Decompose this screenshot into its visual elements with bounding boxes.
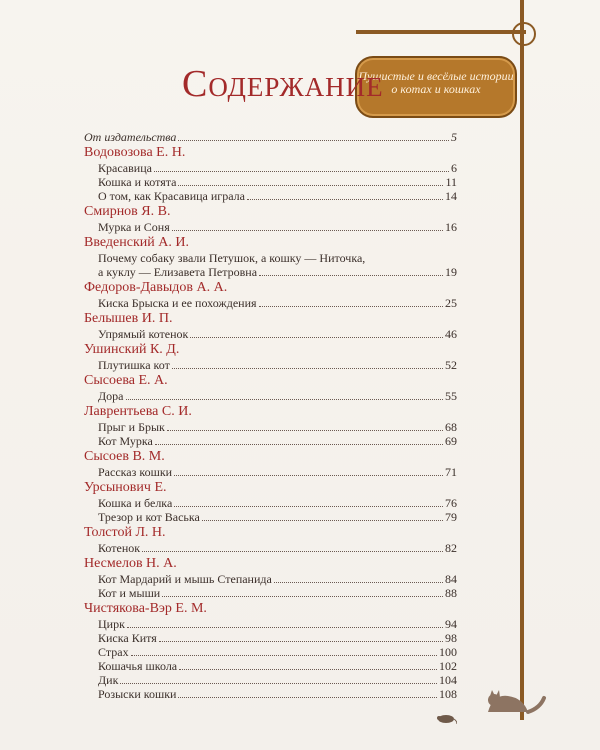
toc-entry-label: Трезор и кот Васька: [98, 510, 200, 524]
leader-dots: [174, 474, 443, 476]
toc-entry[interactable]: [84, 510, 457, 524]
toc-author: Урсынович Е.: [84, 480, 167, 495]
toc-entry[interactable]: [84, 673, 457, 687]
sign-post: [520, 0, 524, 720]
toc-entry-label: Плутишка кот: [98, 358, 170, 372]
toc-page-number: 108: [439, 687, 457, 701]
toc-entry-label: Упрямый котенок: [98, 327, 189, 341]
toc-author: Лаврентьева С. И.: [84, 404, 192, 419]
leader-dots: [172, 229, 443, 231]
leader-dots: [178, 184, 443, 186]
toc-page-number: 16: [445, 220, 457, 234]
toc-page-number: 102: [439, 659, 457, 673]
toc-page-number: 82: [445, 541, 457, 555]
sign-bar: [356, 30, 526, 34]
toc-entry[interactable]: [84, 296, 457, 310]
toc-page-number: 98: [445, 631, 457, 645]
toc-entry[interactable]: [84, 189, 457, 203]
toc-author: Ушинский К. Д.: [84, 342, 180, 357]
toc-entry[interactable]: [84, 659, 457, 673]
toc-entry[interactable]: [84, 420, 457, 434]
toc-entry[interactable]: [84, 572, 457, 586]
toc-entry-label: Красавица: [98, 161, 152, 175]
leader-dots: [178, 696, 437, 698]
toc-entry-label: Кошка и белка: [98, 496, 173, 510]
toc-page-number: 84: [445, 572, 457, 586]
leader-dots: [178, 139, 449, 141]
leader-dots: [159, 640, 443, 642]
toc-entry[interactable]: [84, 465, 457, 479]
toc-page-number: 94: [445, 617, 457, 631]
leader-dots: [259, 305, 443, 307]
toc-entry[interactable]: [84, 496, 457, 510]
leader-dots: [202, 519, 443, 521]
toc-entry[interactable]: [84, 327, 457, 341]
page-title: Содержание: [182, 63, 384, 105]
toc-entry-label: Кошачья школа: [98, 659, 178, 673]
toc-page-number: 55: [445, 389, 457, 403]
leader-dots: [167, 429, 443, 431]
toc-entry[interactable]: [84, 220, 457, 234]
toc-page-number: 25: [445, 296, 457, 310]
leader-dots: [179, 668, 437, 670]
leader-dots: [172, 367, 443, 369]
toc-page-number: 6: [451, 161, 457, 175]
toc-entry-label: Киска Брыска и ее похождения: [98, 296, 257, 310]
toc-entry-label: О том, как Красавица играла: [98, 189, 245, 203]
toc-page-number: 100: [439, 645, 457, 659]
toc-author: Введенский А. И.: [84, 235, 189, 250]
toc-author: Водовозова Е. Н.: [84, 145, 186, 160]
toc-entry[interactable]: [84, 161, 457, 175]
toc-author: Сысоев В. М.: [84, 449, 165, 464]
sign-text-line-1: Пушистые и весёлые истории: [358, 69, 514, 83]
toc-page-number: 69: [445, 434, 457, 448]
toc-page-number: 71: [445, 465, 457, 479]
leader-dots: [120, 682, 437, 684]
mouse-icon: [433, 710, 457, 724]
toc-entry-label: Кот и мыши: [98, 586, 161, 600]
toc-author: Чистякова-Вэр Е. М.: [84, 601, 207, 616]
toc-page-number: 76: [445, 496, 457, 510]
leader-dots: [126, 398, 443, 400]
toc-entry-label: Дора: [98, 389, 124, 403]
toc-author: Несмелов Н. А.: [84, 556, 177, 571]
sign-text-line-2: о котах и кошках: [391, 82, 481, 96]
toc-entry-label: Прыг и Брык: [98, 420, 165, 434]
toc-entry[interactable]: [84, 687, 457, 701]
toc-entry-label: Цирк: [98, 617, 125, 631]
toc-entry[interactable]: [84, 586, 457, 600]
leader-dots: [190, 336, 443, 338]
leader-dots: [142, 550, 443, 552]
toc-entry-label: Киска Китя: [98, 631, 157, 645]
toc-entry[interactable]: [84, 175, 457, 189]
leader-dots: [127, 626, 443, 628]
cat-icon: [478, 684, 548, 724]
toc-entry-label: Страх: [98, 645, 129, 659]
toc-entry[interactable]: [84, 645, 457, 659]
toc-entry-label: Кошка и котята: [98, 175, 177, 189]
leader-dots: [259, 274, 443, 276]
toc-entry[interactable]: [84, 251, 457, 279]
toc-entry[interactable]: [84, 389, 457, 403]
toc-page-number: 88: [445, 586, 457, 600]
table-of-contents: [84, 130, 457, 701]
sign-decoration-icon: [512, 22, 536, 46]
toc-intro[interactable]: [84, 130, 457, 144]
leader-dots: [274, 581, 443, 583]
toc-entry[interactable]: [84, 541, 457, 555]
toc-page-number: 68: [445, 420, 457, 434]
toc-author: Толстой Л. Н.: [84, 525, 166, 540]
toc-entry-label: Котенок: [98, 541, 141, 555]
toc-entry-label: Розыски кошки: [98, 687, 177, 701]
leader-dots: [247, 198, 443, 200]
toc-author: Белышев И. П.: [84, 311, 173, 326]
leader-dots: [155, 443, 443, 445]
toc-page-number: 104: [439, 673, 457, 687]
leader-dots: [174, 505, 443, 507]
toc-entry-label: Кот Мардарий и мышь Степанида: [98, 572, 272, 586]
toc-entry[interactable]: [84, 358, 457, 372]
toc-author: Федоров-Давыдов А. А.: [84, 280, 228, 295]
toc-entry-label: Мурка и Соня: [98, 220, 170, 234]
toc-entry[interactable]: [84, 631, 457, 645]
toc-entry-label: Рассказ кошки: [98, 465, 173, 479]
toc-entry-label-line1: Почему собаку звали Петушок, а кошку — Ниточка,: [98, 251, 366, 265]
toc-author: Сысоева Е. А.: [84, 373, 168, 388]
toc-page-number: 5: [451, 130, 457, 144]
leader-dots: [162, 595, 443, 597]
leader-dots: [154, 170, 449, 172]
toc-page-number: 11: [445, 175, 457, 189]
toc-author: Смирнов Я. В.: [84, 204, 171, 219]
toc-page-number: 79: [445, 510, 457, 524]
toc-page-number: 19: [445, 265, 457, 279]
toc-entry-label: От издательства: [84, 130, 177, 144]
toc-entry-label: Дик: [98, 673, 119, 687]
toc-page-number: 52: [445, 358, 457, 372]
toc-entry[interactable]: [84, 434, 457, 448]
toc-page-number: 46: [445, 327, 457, 341]
toc-entry[interactable]: [84, 617, 457, 631]
toc-entry-label-line2: а куклу — Елизавета Петровна: [98, 265, 258, 279]
toc-entry-label: Кот Мурка: [98, 434, 153, 448]
toc-page-number: 14: [445, 189, 457, 203]
leader-dots: [131, 654, 437, 656]
